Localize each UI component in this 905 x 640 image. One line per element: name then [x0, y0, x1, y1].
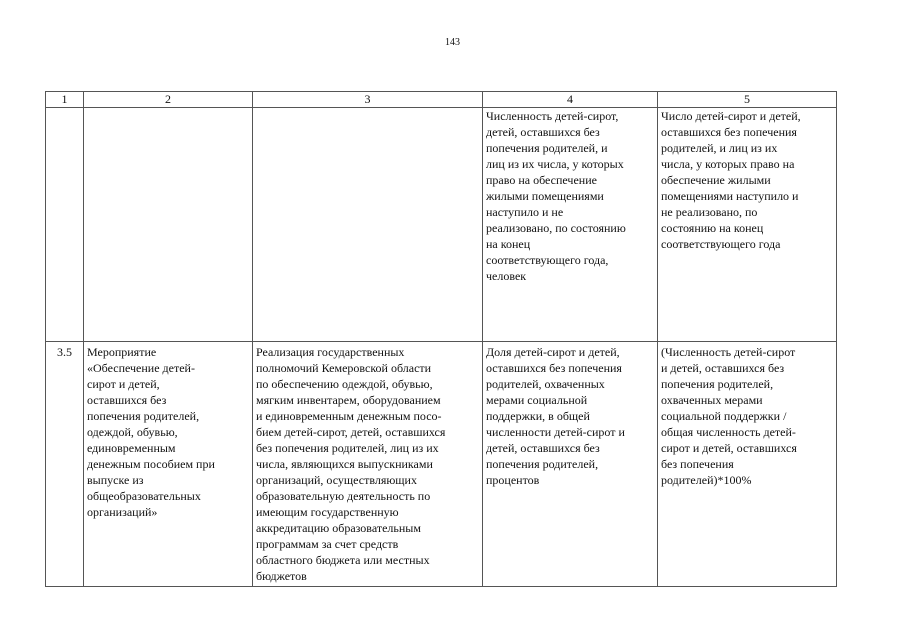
row-number-cell [46, 342, 84, 587]
indicator-table [45, 91, 837, 587]
indicator-name-cell [483, 108, 658, 342]
indicator-name-cell [483, 342, 658, 587]
indicator-name: Численность детей-сирот, детей, оставшихся без попечения родителей, и лиц из их числа, у которых право на обеспечение жилыми помещениями наступило и не реализовано, по состоянию на конец соответствующего года, человек [486, 109, 626, 283]
indicator-method: Число детей-сирот и детей, оставшихся без попечения родителей, и лиц из их числа, у которых право на обеспечение жилыми помещениями наступило и не реализовано, по состоянию на конец соответствующего года [661, 109, 801, 251]
event-description-cell [253, 342, 483, 587]
column-header-5: 5 [658, 92, 837, 108]
event-description-cell [253, 108, 483, 342]
row-number: 3.5 [57, 345, 72, 359]
column-header-1: 1 [46, 92, 84, 108]
indicator-method-cell [658, 108, 837, 342]
table-header-row [46, 92, 837, 108]
column-header-2: 2 [84, 92, 253, 108]
column-header-3: 3 [253, 92, 483, 108]
indicator-name: Доля детей-сирот и детей, оставшихся без попечения родителей, охваченных мерами социальной поддержки, в общей численности детей-сирот и детей, оставшихся без попечения родителей, процентов [486, 345, 625, 487]
event-name-cell [84, 342, 253, 587]
page-number: 143 [445, 37, 460, 48]
table-row [46, 342, 837, 587]
indicator-method-cell [658, 342, 837, 587]
event-name-cell [84, 108, 253, 342]
table-row [46, 108, 837, 342]
indicator-method: (Численность детей-сирот и детей, оставшихся без попечения родителей, охваченных мерами социальной поддержки / общая численность детей- сирот и детей, оставшихся без попечения родителей)*100% [661, 345, 797, 487]
column-header-4: 4 [483, 92, 658, 108]
event-description: Реализация государственных полномочий Кемеровской области по обеспечению одеждой, обувью, мягким инвентарем, оборудованием и единовременным денежным посо- бием детей-сирот, детей, оставшихся без попечения родителей, лиц из их числа, являющихся выпускниками организаций, осуществляющих образовательную деятельность по имеющим государственную аккредитацию образовательным программам за счет средств областного бюджета или местных бюджетов [256, 345, 446, 583]
event-name: Мероприятие «Обеспечение детей- сирот и детей, оставшихся без попечения родителей, одеждой, обувью, единовременным денежным пособием при выпуске из общеобразовательных организаций» [87, 345, 215, 519]
row-number-cell [46, 108, 84, 342]
